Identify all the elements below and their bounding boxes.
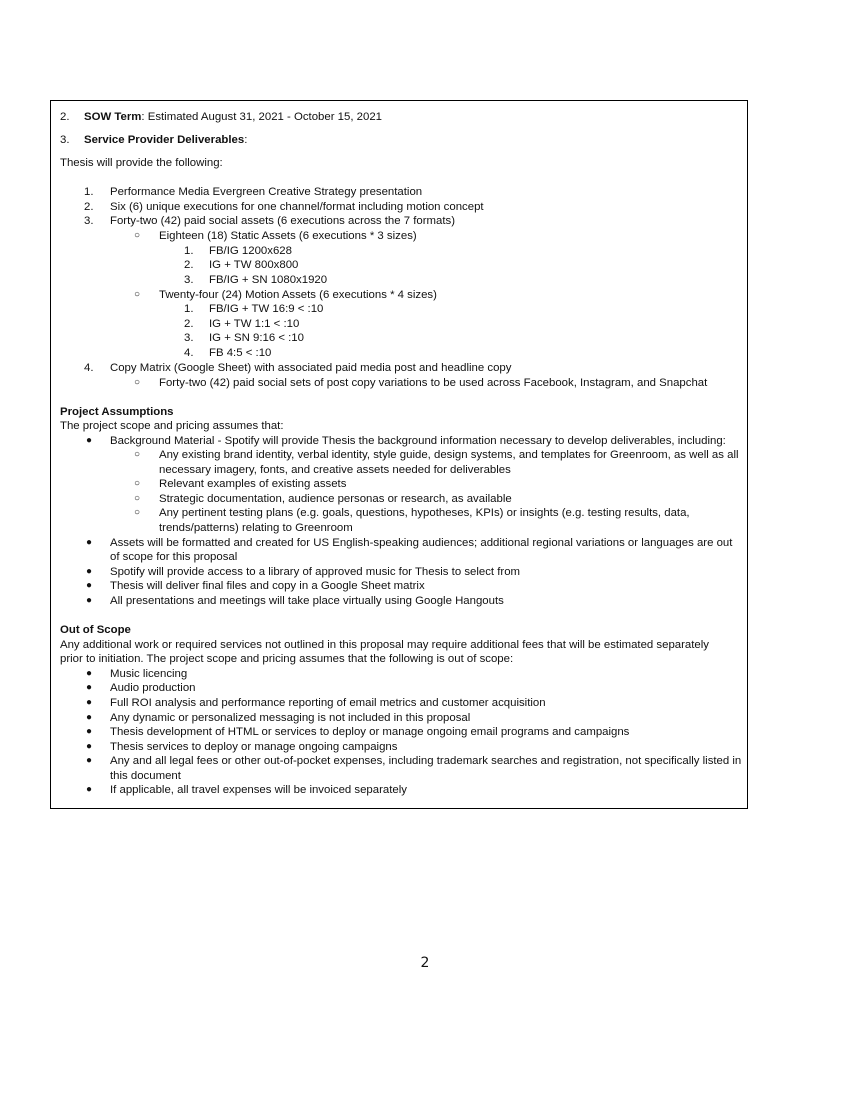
list-item: Any existing brand identity, verbal identity, style guide, design systems, and templates for Greenroom, as well as all: [159, 449, 739, 461]
list-number: 2.: [84, 201, 94, 213]
list-number: 3.: [184, 274, 194, 286]
list-item: Assets will be formatted and created for US English-speaking audiences; additional regional variations or languages are out: [110, 537, 733, 549]
list-item: Thesis development of HTML or services to deploy or manage ongoing email programs and campaigns: [110, 726, 630, 738]
bullet-icon: ●: [86, 435, 93, 446]
list-item-continuation: this document: [110, 770, 181, 782]
list-item: Strategic documentation, audience personas or research, as available: [159, 493, 512, 505]
list-item-continuation: trends/patterns) relating to Greenroom: [159, 522, 353, 534]
list-item: FB 4:5 < :10: [209, 347, 272, 359]
out-of-scope-heading: Out of Scope: [60, 624, 131, 636]
list-item: Performance Media Evergreen Creative Strategy presentation: [110, 186, 423, 198]
sow-term-line: [84, 110, 382, 125]
deliverables-heading: [84, 133, 247, 148]
out-of-scope-intro-continuation: prior to initiation. The project scope and pricing assumes that the following is out of scope:: [60, 653, 514, 665]
list-number: 2.: [184, 259, 194, 271]
circle-bullet-icon: ○: [134, 230, 141, 241]
bullet-icon: ●: [86, 566, 93, 577]
bullet-icon: ●: [86, 580, 93, 591]
list-number: 4.: [84, 362, 94, 374]
list-item-continuation: necessary imagery, fonts, and creative assets needed for deliverables: [159, 464, 511, 476]
list-item: Eighteen (18) Static Assets (6 executions * 3 sizes): [159, 230, 417, 242]
list-item: Thesis will deliver final files and copy in a Google Sheet matrix: [110, 580, 425, 592]
section-number: 2.: [60, 111, 70, 123]
list-item: Music licencing: [110, 668, 188, 680]
bullet-icon: ●: [86, 755, 93, 766]
section-number: 3.: [60, 134, 70, 146]
list-number: 1.: [184, 303, 194, 315]
list-item: FB/IG 1200x628: [209, 245, 292, 257]
bullet-icon: ●: [86, 595, 93, 606]
list-item: If applicable, all travel expenses will be invoiced separately: [110, 784, 407, 796]
list-item: IG + TW 800x800: [209, 259, 299, 271]
list-number: 2.: [184, 318, 194, 330]
deliverables-intro: Thesis will provide the following:: [60, 157, 223, 169]
list-item: Any and all legal fees or other out-of-pocket expenses, including trademark searches and registration, not specifically listed in: [110, 755, 742, 767]
sow-term-label: SOW Term: [84, 111, 142, 123]
list-item: IG + SN 9:16 < :10: [209, 332, 304, 344]
list-item: Spotify will provide access to a library of approved music for Thesis to select from: [110, 566, 521, 578]
list-item: FB/IG + SN 1080x1920: [209, 274, 328, 286]
bullet-icon: ●: [86, 668, 93, 679]
list-item: Copy Matrix (Google Sheet) with associated paid media post and headline copy: [110, 362, 512, 374]
circle-bullet-icon: ○: [134, 289, 141, 300]
list-number: 3.: [84, 215, 94, 227]
bullet-icon: ●: [86, 537, 93, 548]
deliverables-label: Service Provider Deliverables: [84, 134, 245, 146]
bullet-icon: ●: [86, 741, 93, 752]
list-item: Background Material - Spotify will provide Thesis the background information necessary to develop deliverables, including:: [110, 435, 726, 447]
list-item-continuation: of scope for this proposal: [110, 551, 238, 563]
list-item: Relevant examples of existing assets: [159, 478, 347, 490]
bullet-icon: ●: [86, 726, 93, 737]
list-item: Six (6) unique executions for one channel/format including motion concept: [110, 201, 484, 213]
list-item: Twenty-four (24) Motion Assets (6 executions * 4 sizes): [159, 289, 437, 301]
list-item: All presentations and meetings will take place virtually using Google Hangouts: [110, 595, 504, 607]
list-item: Any dynamic or personalized messaging is not included in this proposal: [110, 712, 471, 724]
bullet-icon: ●: [86, 682, 93, 693]
deliverables-colon: :: [244, 134, 248, 146]
sow-term-text: : Estimated August 31, 2021 - October 15, 2021: [141, 111, 383, 123]
list-number: 4.: [184, 347, 194, 359]
list-item: Full ROI analysis and performance reporting of email metrics and customer acquisition: [110, 697, 546, 709]
circle-bullet-icon: ○: [134, 449, 141, 460]
list-item: Audio production: [110, 682, 196, 694]
circle-bullet-icon: ○: [134, 493, 141, 504]
bullet-icon: ●: [86, 712, 93, 723]
circle-bullet-icon: ○: [134, 507, 141, 518]
bullet-icon: ●: [86, 784, 93, 795]
assumptions-intro: The project scope and pricing assumes that:: [60, 420, 284, 432]
list-item: IG + TW 1:1 < :10: [209, 318, 300, 330]
list-item: Forty-two (42) paid social sets of post copy variations to be used across Facebook, Instagram, and Snapchat: [159, 377, 708, 389]
page-number: 2: [420, 955, 430, 971]
list-number: 1.: [84, 186, 94, 198]
list-number: 3.: [184, 332, 194, 344]
list-item: FB/IG + TW 16:9 < :10: [209, 303, 324, 315]
list-item: Forty-two (42) paid social assets (6 executions across the 7 formats): [110, 215, 456, 227]
list-item: Thesis services to deploy or manage ongoing campaigns: [110, 741, 398, 753]
assumptions-heading: Project Assumptions: [60, 406, 174, 418]
out-of-scope-intro: Any additional work or required services not outlined in this proposal may require additional fees that will be estimated separately: [60, 639, 709, 651]
list-number: 1.: [184, 245, 194, 257]
list-item: Any pertinent testing plans (e.g. goals, questions, hypotheses, KPIs) or insights (e.g. testing results, data,: [159, 507, 690, 519]
circle-bullet-icon: ○: [134, 377, 141, 388]
bullet-icon: ●: [86, 697, 93, 708]
circle-bullet-icon: ○: [134, 478, 141, 489]
